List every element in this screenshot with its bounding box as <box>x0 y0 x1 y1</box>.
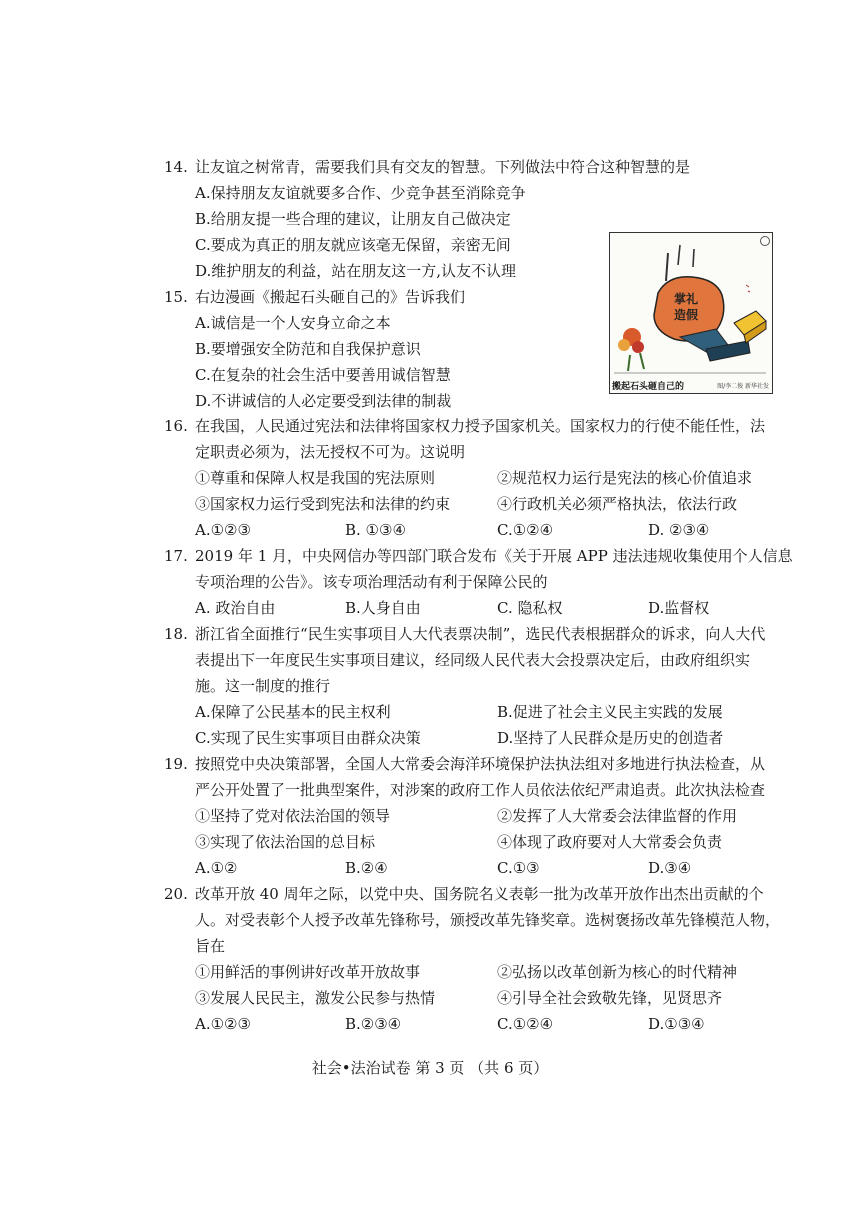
q16-statement-3: ③国家权力运行受到宪法和法律的约束 <box>195 495 451 513</box>
q17-stem-line1: 2019 年 1 月，中央网信办等四部门联合发布《关于开展 APP 违法违规收集使用个人信息 <box>195 547 793 565</box>
q19-statement-3: ③实现了依法治国的总目标 <box>195 833 376 851</box>
q17-option-d: D.监督权 <box>648 599 710 617</box>
q16-option-d: D. ②③④ <box>648 521 710 539</box>
q16-option-b: B. ①③④ <box>345 521 406 539</box>
q19-stem-line1: 按照党中央决策部署，全国人大常委会海洋环境保护法执法组对多地进行执法检查，从 <box>195 755 766 773</box>
q19-option-a: A.①② <box>195 859 238 877</box>
q19-option-c: C.①③ <box>497 859 540 877</box>
q20-statement-4: ④引导全社会致敬先锋，见贤思齐 <box>497 989 723 1007</box>
q16-stem-line2: 定职责必须为，法无授权不可为。这说明 <box>195 443 466 461</box>
q20-statement-3: ③发展人民民主，激发公民参与热情 <box>195 989 436 1007</box>
q18-number: 18. <box>164 625 188 643</box>
q20-option-d: D.①③④ <box>648 1015 705 1033</box>
q15-option-b: B.要增强安全防范和自我保护意识 <box>195 340 421 358</box>
q18-option-c: C.实现了民生实事项目由群众决策 <box>195 729 421 747</box>
q16-statement-2: ②规范权力运行是宪法的核心价值追求 <box>497 469 753 487</box>
q15-option-c: C.在复杂的社会生活中要善用诚信智慧 <box>195 366 451 384</box>
q16-option-c: C.①②④ <box>497 521 554 539</box>
q19-number: 19. <box>164 755 188 773</box>
q20-option-b: B.②③④ <box>345 1015 402 1033</box>
q14-option-b: B.给朋友提一些合理的建议，让朋友自己做决定 <box>195 210 511 228</box>
q17-option-c: C. 隐私权 <box>497 599 563 617</box>
q18-stem-line1: 浙江省全面推行“民生实事项目人大代表票决制”，选民代表根据群众的诉求，向人大代 <box>195 625 766 643</box>
q20-stem-line3: 旨在 <box>195 937 226 955</box>
q17-option-a: A. 政治自由 <box>195 599 276 617</box>
q18-option-a: A.保障了公民基本的民主权利 <box>195 703 391 721</box>
q20-statement-1: ①用鲜活的事例讲好改革开放故事 <box>195 963 421 981</box>
q20-stem-line1: 改革开放 40 周年之际，以党中央、国务院名义表彰一批为改革开放作出杰出贡献的个 <box>195 885 764 903</box>
q15-option-d: D.不讲诚信的人必定要受到法律的制裁 <box>195 392 452 410</box>
cartoon-illustration <box>609 232 773 394</box>
q18-option-d: D.坚持了人民群众是历史的创造者 <box>497 729 724 747</box>
q16-statement-4: ④行政机关必须严格执法，依法行政 <box>497 495 738 513</box>
stone-label-line2: 造假 <box>674 308 699 322</box>
q19-statement-2: ②发挥了人大常委会法律监督的作用 <box>497 807 738 825</box>
cartoon-credit: 图/李二俊 新华社发 <box>717 383 769 390</box>
q16-statement-1: ①尊重和保障人权是我国的宪法原则 <box>195 469 436 487</box>
q20-option-c: C.①②④ <box>497 1015 554 1033</box>
q14-number: 14. <box>164 158 188 176</box>
q20-option-a: A.①②③ <box>195 1015 251 1033</box>
q19-option-d: D.③④ <box>648 859 692 877</box>
q15-option-a: A.诚信是一个人安身立命之本 <box>195 314 391 332</box>
q18-stem-line3: 施。这一制度的推行 <box>195 677 331 695</box>
q19-option-b: B.②④ <box>345 859 388 877</box>
q14-option-a: A.保持朋友友谊就要多合作、少竞争甚至消除竞争 <box>195 184 526 202</box>
q18-option-b: B.促进了社会主义民主实践的发展 <box>497 703 723 721</box>
q17-stem-line2: 专项治理的公告》。该专项治理活动有利于保障公民的 <box>195 573 548 591</box>
q20-number: 20. <box>164 885 188 903</box>
q19-stem-line2: 严公开处置了一批典型案件，对涉案的政府工作人员依法依纪严肃追责。此次执法检查 <box>195 781 766 799</box>
q18-stem-line2: 表提出下一年度民生实事项目建议，经同级人民代表大会投票决定后，由政府组织实 <box>195 651 751 669</box>
q17-number: 17. <box>164 547 188 565</box>
q14-stem: 让友谊之树常青，需要我们具有交友的智慧。下列做法中符合这种智慧的是 <box>195 158 691 176</box>
stone-label-line1: 掌礼 <box>674 292 699 306</box>
q14-option-c: C.要成为真正的朋友就应该毫无保留，亲密无间 <box>195 236 511 254</box>
page-footer: 社会•法治试卷 第 3 页 （共 6 页） <box>311 1059 549 1077</box>
q16-number: 16. <box>164 417 188 435</box>
q20-statement-2: ②弘扬以改革创新为核心的时代精神 <box>497 963 738 981</box>
q20-stem-line2: 人。对受表彰个人授予改革先锋称号，颁授改革先锋奖章。选树褒扬改革先锋模范人物， <box>195 911 781 929</box>
cartoon-caption: 搬起石头砸自己的 <box>612 382 685 392</box>
q17-option-b: B.人身自由 <box>345 599 421 617</box>
q14-option-d: D.维护朋友的利益，站在朋友这一方,认友不认理 <box>195 262 517 280</box>
q15-stem: 右边漫画《搬起石头砸自己的》告诉我们 <box>195 288 466 306</box>
q19-statement-4: ④体现了政府要对人大常委会负责 <box>497 833 723 851</box>
q15-number: 15. <box>164 288 188 306</box>
q16-option-a: A.①②③ <box>195 521 251 539</box>
q19-statement-1: ①坚持了党对依法治国的领导 <box>195 807 391 825</box>
q16-stem-line1: 在我国，人民通过宪法和法律将国家权力授予国家机关。国家权力的行使不能任性，法 <box>195 417 766 435</box>
